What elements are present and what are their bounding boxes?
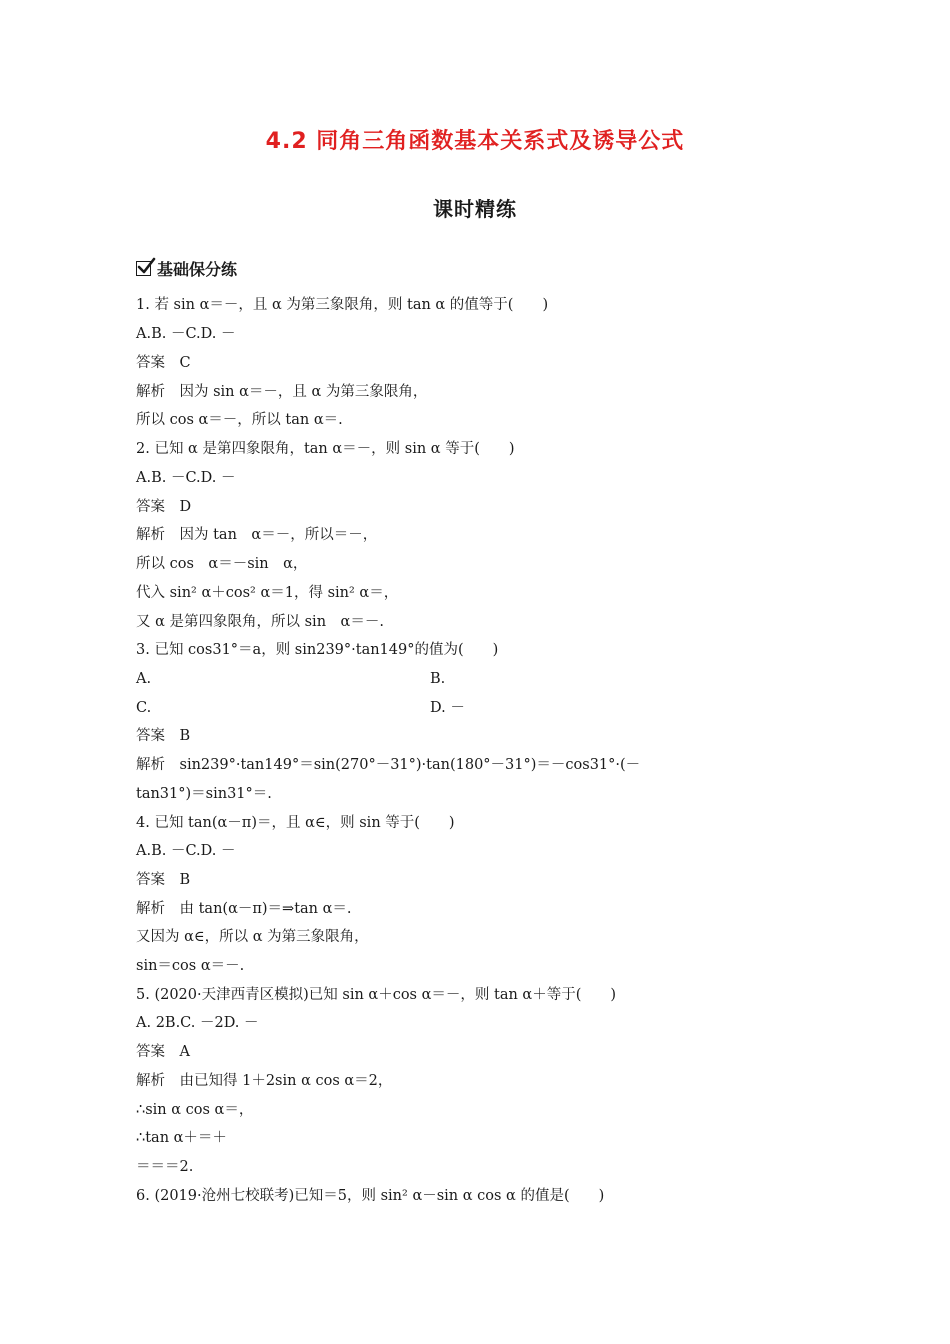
page-title: 4.2 同角三角函数基本关系式及诱导公式 (265, 129, 685, 154)
text-line: 4. 已知 tan(α－π)＝，且 α∈，则 sin 等于( ) (136, 815, 455, 831)
text-line: A. (136, 671, 152, 687)
text-line: 答案 B (136, 872, 191, 888)
section-heading (136, 256, 237, 280)
text-line: 5. (2020·天津西青区模拟)已知 sin α＋cos α＝－，则 tan α＋等于( ) (136, 987, 617, 1003)
text-line: 2. 已知 α 是第四象限角，tan α＝－，则 sin α 等于( ) (136, 441, 515, 457)
text-line: A.B. －C.D. － (136, 326, 236, 342)
text-line: 所以 cos α＝－，所以 tan α＝. (136, 412, 343, 428)
text-line: 代入 sin² α＋cos² α＝1，得 sin² α＝， (136, 585, 399, 601)
text-line: 解析 由 tan(α－π)＝⇒tan α＝. (136, 901, 352, 917)
text-line: 解析 sin239°·tan149°＝sin(270°－31°)·tan(180°－31°)＝－cos31°·(－ (136, 757, 641, 773)
text-line: ∴tan α＋＝＋ (136, 1130, 227, 1146)
text-line: 解析 由已知得 1＋2sin α cos α＝2， (136, 1073, 393, 1089)
text-line: A.B. －C.D. － (136, 843, 236, 859)
text-line: 解析 因为 sin α＝－，且 α 为第三象限角， (136, 384, 428, 400)
text-line: 答案 C (136, 355, 191, 371)
option-b: B. (430, 671, 446, 687)
option-d: D. － (430, 700, 465, 716)
text-line: 又因为 α∈，所以 α 为第三象限角， (136, 929, 369, 945)
text-line: 又 α 是第四象限角，所以 sin α＝－. (136, 614, 384, 630)
page-subtitle: 课时精练 (433, 197, 517, 221)
text-line: 答案 B (136, 728, 191, 744)
text-line: 所以 cos α＝－sin α， (136, 556, 308, 572)
checkbox-checked-icon (136, 261, 151, 276)
section-label: 基础保分练 (157, 259, 238, 279)
text-line: sin＝cos α＝－. (136, 958, 245, 974)
text-line: C. (136, 700, 152, 716)
text-line: 6. (2019·沧州七校联考)已知＝5，则 sin² α－sin α cos α 的值是( ) (136, 1188, 605, 1204)
text-line: A. 2B.C. －2D. － (136, 1015, 259, 1031)
text-line: 3. 已知 cos31°＝a，则 sin239°·tan149°的值为( ) (136, 642, 499, 658)
text-line: ∴sin α cos α＝， (136, 1102, 254, 1118)
text-line: tan31°)＝sin31°＝. (136, 786, 272, 802)
text-line: A.B. －C.D. － (136, 470, 236, 486)
text-line: 答案 D (136, 499, 192, 515)
text-line: 解析 因为 tan α＝－，所以＝－， (136, 527, 378, 543)
text-line: 1. 若 sin α＝－，且 α 为第三象限角，则 tan α 的值等于( ) (136, 297, 549, 313)
text-line: 答案 A (136, 1044, 190, 1060)
text-line: ＝＝＝2. (136, 1159, 194, 1175)
